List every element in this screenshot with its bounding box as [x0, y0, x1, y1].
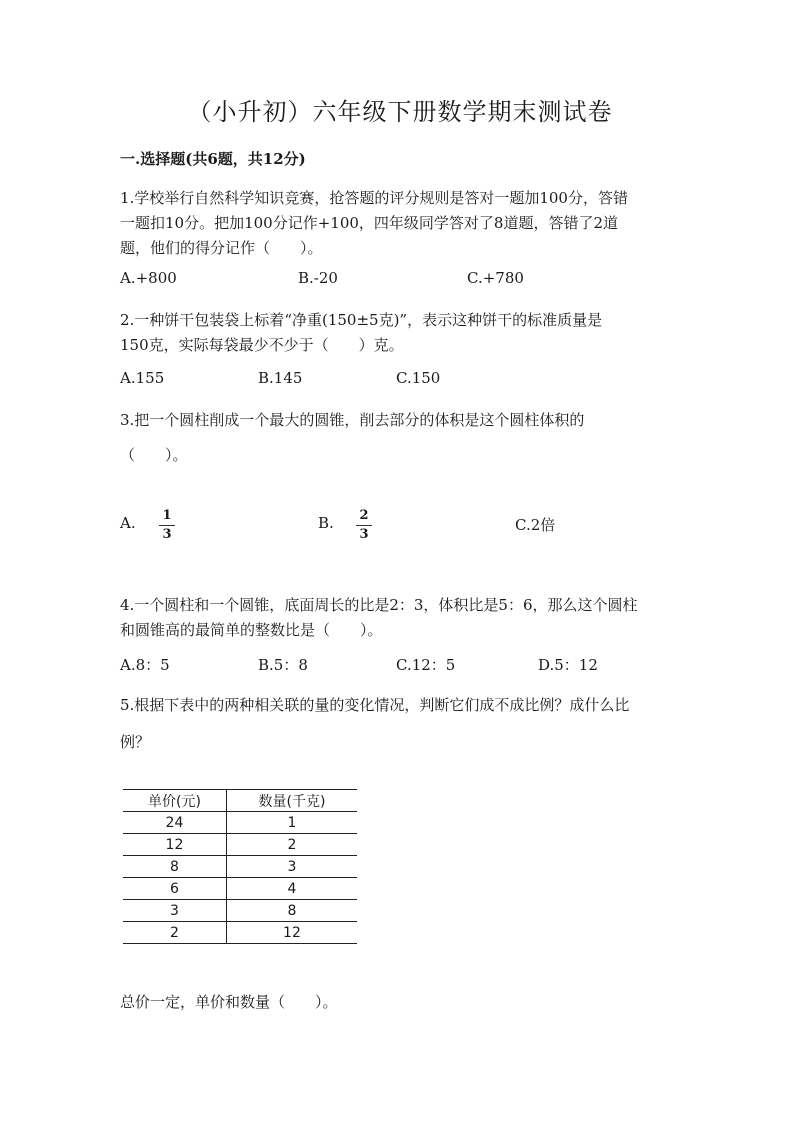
q4-option-c[interactable]: C.12：5	[396, 656, 456, 674]
section-heading: 一.选择题(共6题，共12分)	[120, 150, 306, 168]
q1-option-c[interactable]: C.+780	[467, 269, 524, 287]
header-quantity: 数量(千克)	[226, 790, 357, 812]
cell-unit-price: 6	[123, 878, 226, 900]
fraction-numerator: 2	[359, 508, 369, 523]
question-4-line-2: 和圆锥高的最简单的整数比是（ ）。	[120, 621, 383, 639]
q3-option-a-fraction	[159, 508, 175, 543]
table-header-row	[123, 790, 357, 812]
cell-quantity: 8	[226, 900, 357, 922]
question-5-line-1: 5.根据下表中的两种相关联的量的变化情况，判断它们成不成比例？成什么比	[120, 696, 630, 714]
q4-option-d[interactable]: D.5：12	[538, 656, 598, 674]
cell-quantity: 1	[226, 812, 357, 834]
fraction-denominator: 3	[359, 527, 369, 542]
table-row	[123, 900, 357, 922]
question-1-line-3: 题，他们的得分记作（ ）。	[120, 239, 323, 257]
question-1	[120, 186, 680, 261]
cell-unit-price: 24	[123, 812, 226, 834]
table-row	[123, 812, 357, 834]
question-2	[120, 308, 680, 358]
fraction-numerator: 1	[162, 508, 172, 523]
q2-option-c[interactable]: C.150	[396, 369, 441, 387]
q4-option-a[interactable]: A.8：5	[120, 656, 170, 674]
cell-unit-price: 3	[123, 900, 226, 922]
fraction-bar	[356, 525, 372, 526]
question-2-line-1: 2.一种饼干包装袋上标着“净重(150±5克)”，表示这种饼干的标准质量是	[120, 311, 603, 329]
table-row	[123, 856, 357, 878]
q3-option-b-fraction	[356, 508, 372, 543]
cell-quantity: 3	[226, 856, 357, 878]
question-1-line-1: 1.学校举行自然科学知识竞赛，抢答题的评分规则是答对一题加100分，答错	[120, 189, 628, 207]
cell-unit-price: 2	[123, 922, 226, 944]
cell-quantity: 2	[226, 834, 357, 856]
table-row	[123, 834, 357, 856]
question-1-line-2: 一题扣10分。把加100分记作+100，四年级同学答对了8道题，答错了2道	[120, 214, 619, 232]
q1-option-a[interactable]: A.+800	[120, 269, 177, 287]
q2-option-b[interactable]: B.145	[258, 369, 303, 387]
q4-option-b[interactable]: B.5：8	[258, 656, 308, 674]
question-4	[120, 593, 680, 643]
table-row	[123, 878, 357, 900]
q1-option-b[interactable]: B.-20	[298, 269, 338, 287]
cell-quantity: 12	[226, 922, 357, 944]
q3-option-b-label[interactable]: B.	[318, 514, 334, 532]
price-quantity-table	[123, 789, 357, 944]
fraction-bar	[159, 525, 175, 526]
question-4-line-1: 4.一个圆柱和一个圆锥，底面周长的比是2：3，体积比是5：6，那么这个圆柱	[120, 596, 638, 614]
q3-option-a-label[interactable]: A.	[120, 514, 136, 532]
page-title: （小升初）六年级下册数学期末测试卷	[187, 98, 613, 126]
question-5-answer-line: 总价一定，单价和数量（ ）。	[120, 993, 338, 1011]
question-3-line-2: （ ）。	[120, 446, 188, 464]
question-5-line-2: 例？	[120, 733, 151, 751]
cell-unit-price: 8	[123, 856, 226, 878]
question-3-line-1: 3.把一个圆柱削成一个最大的圆锥，削去部分的体积是这个圆柱体积的	[120, 411, 585, 429]
question-2-line-2: 150克，实际每袋最少不少于（ ）克。	[120, 336, 404, 354]
q2-option-a[interactable]: A.155	[120, 369, 165, 387]
cell-unit-price: 12	[123, 834, 226, 856]
header-unit-price: 单价(元)	[123, 790, 226, 812]
cell-quantity: 4	[226, 878, 357, 900]
table-row	[123, 922, 357, 944]
fraction-denominator: 3	[162, 527, 172, 542]
q3-option-c[interactable]: C.2倍	[515, 516, 556, 534]
